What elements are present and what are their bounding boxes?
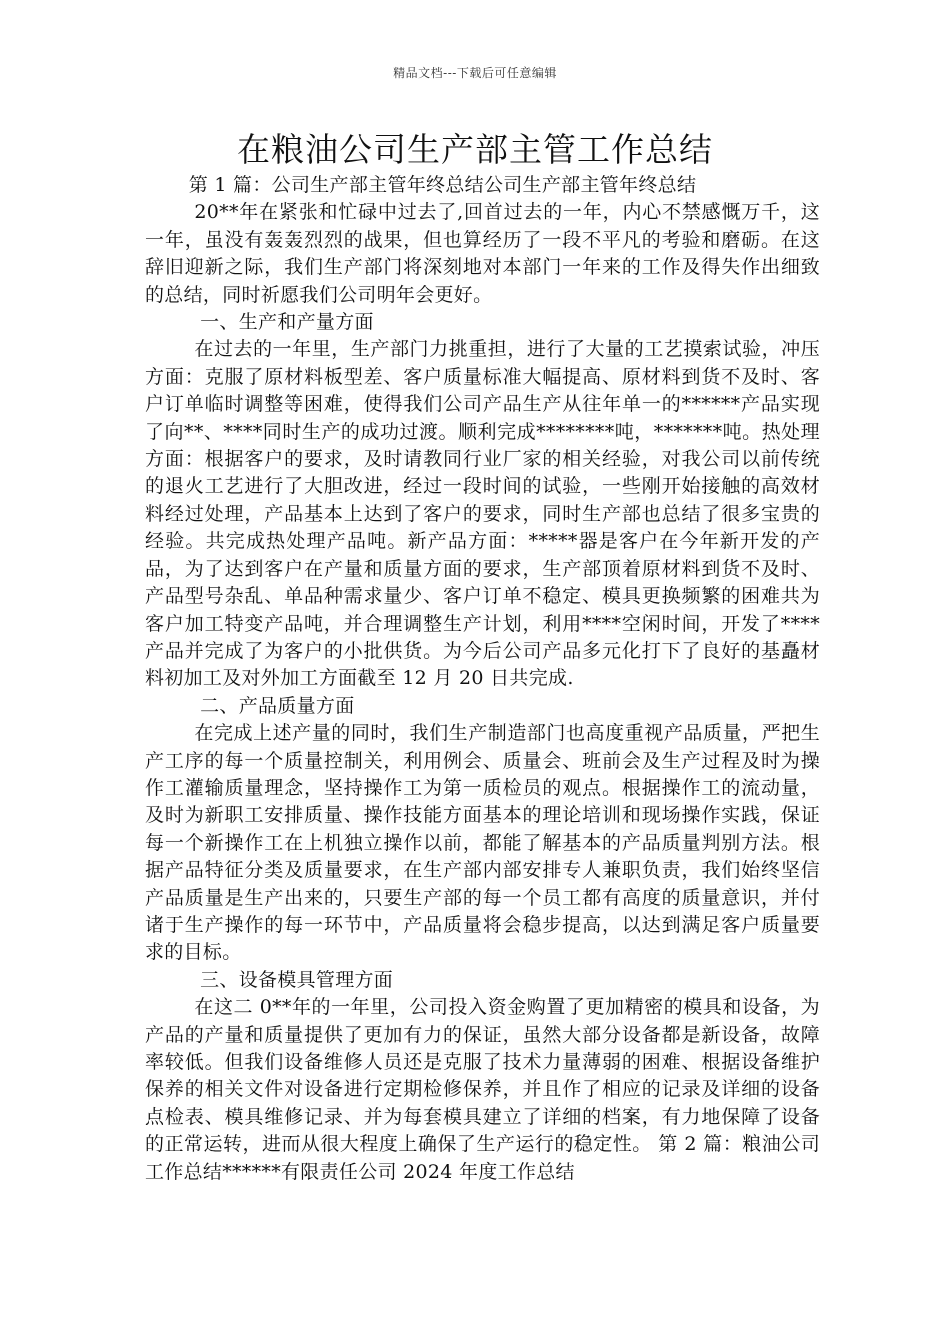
document-body (145, 172, 820, 1186)
body-paragraph: 20**年在紧张和忙碌中过去了,回首过去的一年，内心不禁感慨万千，这一年，虽没有轰轰烈烈的战果，但也算经历了一段不平凡的考验和磨砺。在这辞旧迎新之际，我们生产部门将深刻地对本部门一年来的工作及得失作出细致的总结，同时祈愿我们公司明年会更好。 (145, 201, 820, 306)
body-paragraph: 在过去的一年里，生产部门力挑重担，进行了大量的工艺摸索试验，冲压方面：克服了原材料板型差、客户质量标准大幅提高、原材料到货不及时、客户订单临时调整等困难，使得我们公司产品生产从往年单一的******产品实现了向**、****同时生产的成功过渡。顺利完成********吨，*******吨。热处理方面：根据客户的要求，及时请教同行业厂家的相关经验，对我公司以前传统的退火工艺进行了大胆改进，经过一段时间的试验，一些刚开始接触的高效材料经过处理，产品基本上达到了客户的要求，同时生产部也总结了很多宝贵的经验。共完成热处理产品吨。新产品方面：*****器是客户在今年新开发的产品，为了达到客户在产量和质量方面的要求，生产部顶着原材料到货不及时、产品型号杂乱、单品种需求量少、客户订单不稳定、模具更换频繁的困难共为客户加工特变产品吨，并合理调整生产计划，利用****空闲时间，开发了****产品并完成了为客户的小批供货。为今后公司产品多元化打下了良好的基矗材料初加工及对外加工方面截至 12 月 20 日共完成. (145, 338, 820, 690)
header-note: 精品文档---下载后可任意编辑 (393, 66, 557, 80)
body-paragraph: 在这二 0**年的一年里，公司投入资金购置了更加精密的模具和设备，为产品的产量和质量提供了更加有力的保证，虽然大部分设备都是新设备，故障率较低。但我们设备维修人员还是克服了技术力量薄弱的困难、根据设备维护保养的相关文件对设备进行定期检修保养，并且作了相应的记录及详细的设备点检表、模具维修记录、并为每套模具建立了详细的档案，有力地保障了设备的正常运转，进而从很大程度上确保了生产运行的稳定性。 第 2 篇：粮油公司工作总结******有限责任公司 2024 年度工作总结 (145, 996, 820, 1183)
chapter-heading: 第 1 篇：公司生产部主管年终总结公司生产部主管年终总结 (188, 174, 697, 196)
section-heading: 三、设备模具管理方面 (200, 968, 394, 991)
section-heading: 二、产品质量方面 (200, 694, 355, 717)
document-title: 在粮油公司生产部主管工作总结 (237, 130, 713, 169)
body-paragraph: 在完成上述产量的同时，我们生产制造部门也高度重视产品质量，严把生产工序的每一个质量控制关，利用例会、质量会、班前会及生产过程及时为操作工灌输质量理念，坚持操作工为第一质检员的观点。根据操作工的流动量，及时为新职工安排质量、操作技能方面基本的理论培训和现场操作实践，保证每一个新操作工在上机独立操作以前，都能了解基本的产品质量判别方法。根据产品特征分类及质量要求，在生产部内部安排专人兼职负责，我们始终坚信产品质量是生产出来的，只要生产部的每一个员工都有高度的质量意识，并付诸于生产操作的每一环节中，产品质量将会稳步提高，以达到满足客户质量要求的目标。 (145, 722, 820, 964)
section-heading: 一、生产和产量方面 (200, 311, 374, 334)
